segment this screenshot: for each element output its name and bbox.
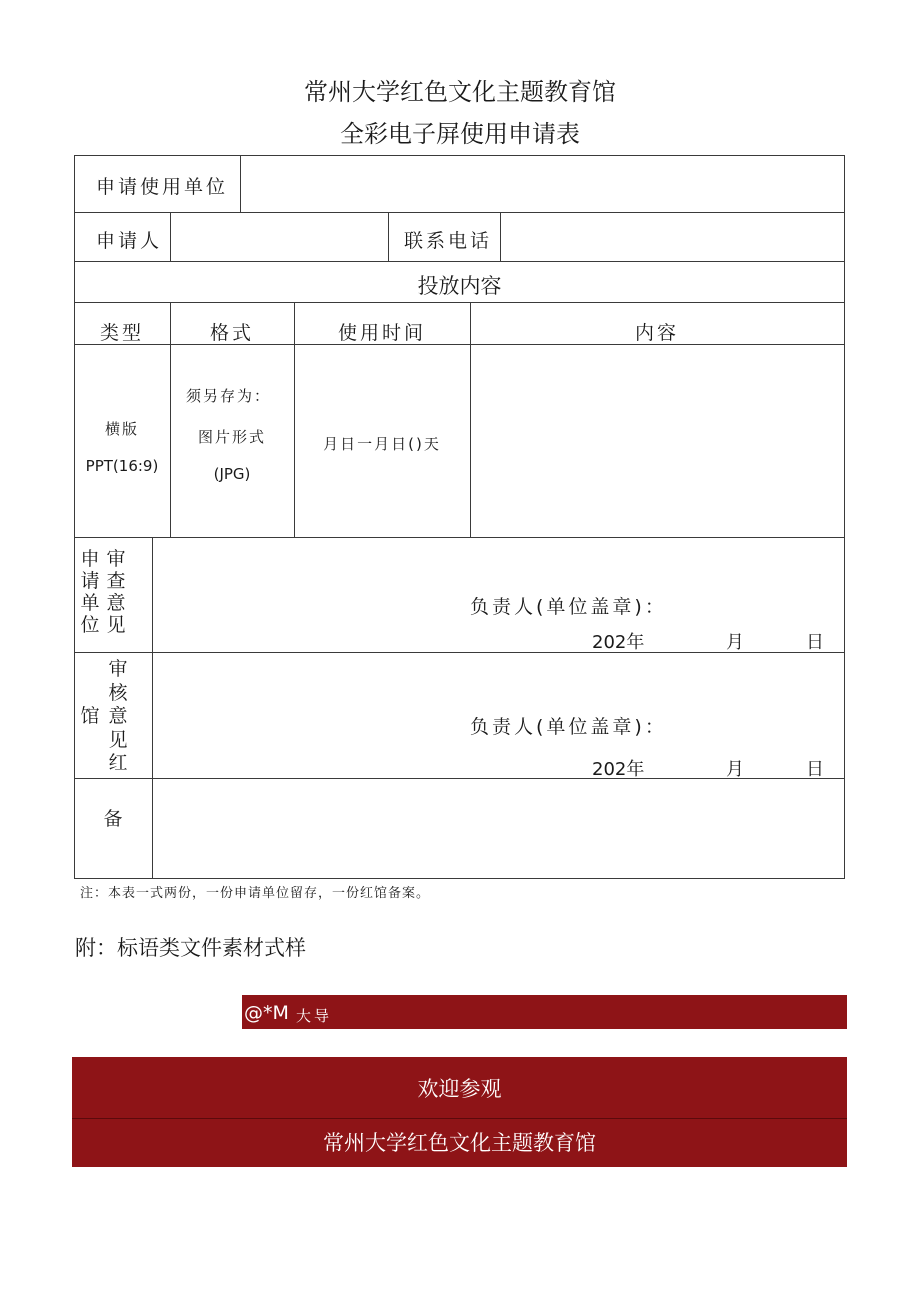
sample-banner-line1: 欢迎参观: [417, 1077, 502, 1101]
review-left-label: 申 请 单 位: [80, 548, 100, 636]
content-section-title: 投放内容: [417, 274, 502, 298]
sample-banner-line2: 常州大学红色文化主题教育馆: [323, 1131, 596, 1155]
phone-label: 联系电话: [404, 230, 493, 252]
unit-label: 申请使用单位: [96, 176, 229, 198]
approval-year: 202年: [592, 759, 645, 780]
format-line2: 图片形式: [197, 428, 266, 446]
type-line1: 横版: [104, 420, 139, 438]
review-month: 月: [726, 632, 744, 653]
approval-month: 月: [726, 759, 744, 780]
content-field[interactable]: [471, 345, 844, 537]
column-header-format: 格式: [209, 322, 254, 344]
format-line1: 须另存为：: [186, 387, 272, 405]
sample-banner-large: [72, 1057, 847, 1167]
applicant-label: 申请人: [96, 230, 163, 252]
sample-banner-small-text-b: 大导: [296, 1007, 333, 1025]
type-line2: PPT(16:9): [85, 457, 159, 475]
format-line3: (JPG): [213, 465, 251, 483]
sample-banner-small: [242, 995, 847, 1029]
review-year: 202年: [592, 632, 645, 653]
appendix-title: 附：标语类文件素材式样: [75, 936, 306, 960]
page-title: 常州大学红色文化主题教育馆: [304, 78, 616, 106]
sample-banner-small-text-a: @*M: [244, 1002, 289, 1024]
approval-day: 日: [806, 759, 824, 780]
column-header-time: 使用时间: [337, 322, 426, 344]
column-header-content: 内容: [634, 322, 679, 344]
approval-signature: 负责人(单位盖章)：: [470, 716, 667, 738]
approval-left-label: 馆: [80, 705, 100, 727]
page-subtitle: 全彩电子屏使用申请表: [340, 120, 580, 148]
review-right-label: 审 查 意 见: [106, 548, 126, 636]
form-note: 注：本表一式两份，一份申请单位留存，一份红馆备案。: [80, 886, 431, 901]
review-signature: 负责人(单位盖章)：: [470, 596, 667, 618]
time-value[interactable]: 月日一月日()天: [323, 435, 441, 453]
approval-right-label: 审 核 意 见 红: [108, 658, 128, 774]
column-header-type: 类型: [99, 322, 144, 344]
remark-label: 备: [103, 808, 123, 830]
remark-field[interactable]: [153, 779, 844, 878]
review-day: 日: [806, 632, 824, 653]
